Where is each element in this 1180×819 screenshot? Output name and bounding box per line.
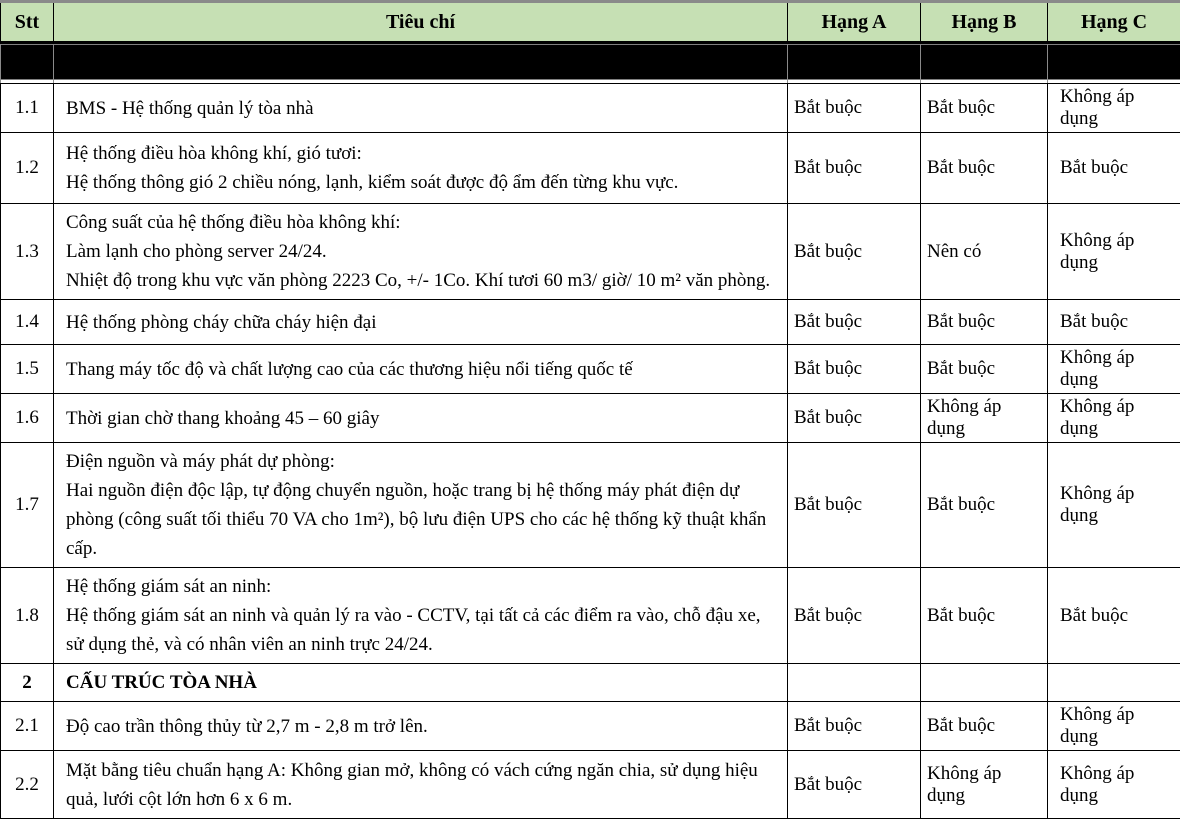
criteria-cell: [54, 751, 788, 819]
table-row: [1, 394, 1180, 443]
grade-b-value-cell: [921, 664, 1048, 702]
row-number-cell: 1.2: [1, 133, 54, 204]
row-number-cell: [1, 43, 54, 84]
grade-b-value-cell: Bắt buộc: [921, 300, 1048, 345]
grade-c-value-cell: Không áp dụng: [1048, 751, 1180, 819]
criteria-line: Điện nguồn và máy phát dự phòng:: [66, 447, 779, 476]
criteria-line: Nhiệt độ trong khu vực văn phòng 2223 Co, +/- 1Co. Khí tươi 60 m3/ giờ/ 10 m² văn phòng.: [66, 266, 779, 295]
row-number-cell: 1.5: [1, 345, 54, 394]
table-row: [1, 84, 1180, 133]
criteria-line: Hai nguồn điện độc lập, tự động chuyển nguồn, hoặc trang bị hệ thống máy phát điện dự phòng (công suất tối thiểu 70 VA cho 1m²), bộ lưu điện UPS cho các hệ thống kỹ thuật khẩn cấp.: [66, 476, 779, 563]
grade-a-value-cell: Bắt buộc: [788, 443, 921, 568]
row-number-cell: 1.3: [1, 204, 54, 300]
grade-c-value-cell: Bắt buộc: [1048, 300, 1180, 345]
grade-b-value-cell: Bắt buộc: [921, 443, 1048, 568]
criteria-cell: [54, 443, 788, 568]
table-row: [1, 443, 1180, 568]
criteria-cell: [54, 43, 788, 84]
grade-c-value-cell: Không áp dụng: [1048, 345, 1180, 394]
row-number-cell: 1.8: [1, 568, 54, 664]
table-row: [1, 300, 1180, 345]
table-row: [1, 204, 1180, 300]
grade-c-value-cell: Không áp dụng: [1048, 443, 1180, 568]
grade-b-value-cell: Bắt buộc: [921, 133, 1048, 204]
criteria-line: CẤU TRÚC TÒA NHÀ: [66, 668, 779, 697]
criteria-cell: [54, 394, 788, 443]
grade-b-value-cell: Không áp dụng: [921, 751, 1048, 819]
grade-b-value-cell: Bắt buộc: [921, 568, 1048, 664]
criteria-line: Làm lạnh cho phòng server 24/24.: [66, 237, 779, 266]
column-header-grade-c: Hạng C: [1048, 2, 1180, 43]
grade-a-value-cell: Bắt buộc: [788, 300, 921, 345]
redacted-row: [1, 43, 1180, 84]
criteria-cell: [54, 702, 788, 751]
grade-c-value-cell: [1048, 43, 1180, 84]
grade-b-value-cell: Nên có: [921, 204, 1048, 300]
criteria-line: BMS - Hệ thống quản lý tòa nhà: [66, 94, 779, 123]
row-number-cell: 1.6: [1, 394, 54, 443]
grade-c-value-cell: Bắt buộc: [1048, 133, 1180, 204]
grade-a-value-cell: [788, 664, 921, 702]
grade-a-value-cell: Bắt buộc: [788, 394, 921, 443]
table-body: [1, 43, 1180, 819]
grade-b-value-cell: [921, 43, 1048, 84]
grade-b-value-cell: Bắt buộc: [921, 84, 1048, 133]
table-row: [1, 133, 1180, 204]
column-header-criteria: Tiêu chí: [54, 2, 788, 43]
row-number-cell: 2.1: [1, 702, 54, 751]
table-row: [1, 345, 1180, 394]
grade-c-value-cell: Bắt buộc: [1048, 568, 1180, 664]
criteria-line: Thang máy tốc độ và chất lượng cao của các thương hiệu nổi tiếng quốc tế: [66, 355, 779, 384]
row-number-cell: 1.1: [1, 84, 54, 133]
grade-b-value-cell: Bắt buộc: [921, 702, 1048, 751]
criteria-cell: [54, 664, 788, 702]
grade-c-value-cell: Không áp dụng: [1048, 84, 1180, 133]
criteria-cell: [54, 345, 788, 394]
grade-a-value-cell: Bắt buộc: [788, 84, 921, 133]
grade-c-value-cell: Không áp dụng: [1048, 394, 1180, 443]
grade-a-value-cell: Bắt buộc: [788, 204, 921, 300]
grade-a-value-cell: Bắt buộc: [788, 345, 921, 394]
criteria-line: Thời gian chờ thang khoảng 45 – 60 giây: [66, 404, 779, 433]
table-row: [1, 568, 1180, 664]
criteria-line: Mặt bằng tiêu chuẩn hạng A: Không gian mở, không có vách cứng ngăn chia, sử dụng hiệu quả, lưới cột lớn hơn 6 x 6 m.: [66, 756, 779, 814]
grade-c-value-cell: [1048, 664, 1180, 702]
column-header-stt: Stt: [1, 2, 54, 43]
grade-b-value-cell: Bắt buộc: [921, 345, 1048, 394]
row-number-cell: 1.4: [1, 300, 54, 345]
grade-a-value-cell: [788, 43, 921, 84]
grade-b-value-cell: Không áp dụng: [921, 394, 1048, 443]
table-header-row: [1, 2, 1180, 43]
grade-c-value-cell: Không áp dụng: [1048, 204, 1180, 300]
grade-a-value-cell: Bắt buộc: [788, 133, 921, 204]
criteria-line: Hệ thống điều hòa không khí, gió tươi:: [66, 139, 779, 168]
grade-c-value-cell: Không áp dụng: [1048, 702, 1180, 751]
grade-a-value-cell: Bắt buộc: [788, 751, 921, 819]
criteria-line: Hệ thống phòng cháy chữa cháy hiện đại: [66, 308, 779, 337]
criteria-cell: [54, 300, 788, 345]
grade-a-value-cell: Bắt buộc: [788, 702, 921, 751]
criteria-line: Công suất của hệ thống điều hòa không khí:: [66, 208, 779, 237]
section-row: [1, 664, 1180, 702]
criteria-line: Hệ thống giám sát an ninh:: [66, 572, 779, 601]
criteria-cell: [54, 204, 788, 300]
column-header-grade-b: Hạng B: [921, 2, 1048, 43]
column-header-grade-a: Hạng A: [788, 2, 921, 43]
criteria-cell: [54, 133, 788, 204]
criteria-line: Hệ thống giám sát an ninh và quản lý ra vào - CCTV, tại tất cả các điểm ra vào, chỗ đậu xe, sử dụng thẻ, và có nhân viên an ninh trực 24/24.: [66, 601, 779, 659]
row-number-cell: 2: [1, 664, 54, 702]
criteria-cell: [54, 568, 788, 664]
table-row: [1, 751, 1180, 819]
grade-a-value-cell: Bắt buộc: [788, 568, 921, 664]
criteria-line: Hệ thống thông gió 2 chiều nóng, lạnh, kiểm soát được độ ẩm đến từng khu vực.: [66, 168, 779, 197]
table-row: [1, 702, 1180, 751]
row-number-cell: 1.7: [1, 443, 54, 568]
criteria-cell: [54, 84, 788, 133]
criteria-line: Độ cao trần thông thủy từ 2,7 m - 2,8 m trở lên.: [66, 712, 779, 741]
row-number-cell: 2.2: [1, 751, 54, 819]
